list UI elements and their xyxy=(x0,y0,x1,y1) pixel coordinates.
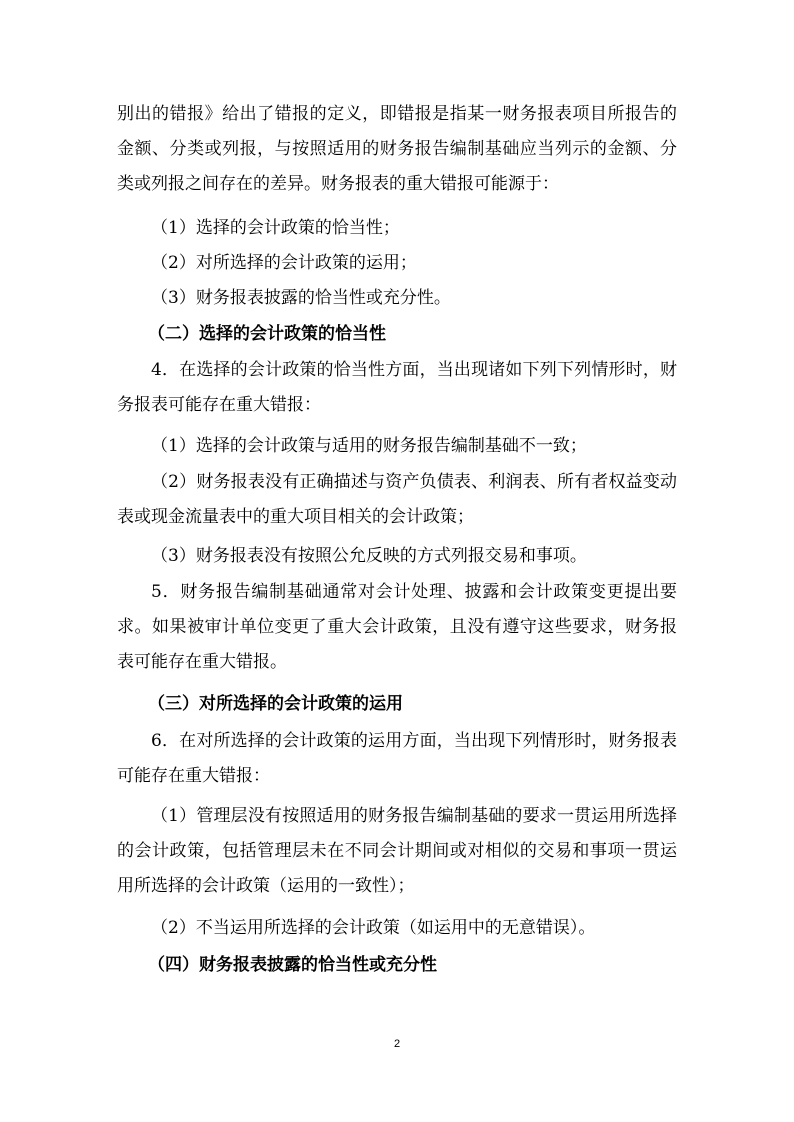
section-heading-3: （三）对所选择的会计政策的运用 xyxy=(148,694,403,714)
list-item-6-2: （2）不当运用所选择的会计政策（如运用中的无意错误）。 xyxy=(151,918,596,938)
paragraph-5: 5．财务报告编制基础通常对会计处理、披露和会计政策变更提出要求。如果被审计单位变更了重大会计政策，且没有遵守这些要求，财务报表可能存在重大错报。 xyxy=(117,582,677,672)
section-heading-2: （二）选择的会计政策的恰当性 xyxy=(148,324,386,344)
paragraph-4: 4．在选择的会计政策的恰当性方面，当出现诸如下列下列情形时，财务报表可能存在重大错报： xyxy=(117,360,677,415)
list-item-4-3: （3）财务报表没有按照公允反映的方式列报交易和事项。 xyxy=(151,546,587,566)
list-item-source-1: （1）选择的会计政策的恰当性； xyxy=(151,218,400,238)
page-number: 2 xyxy=(393,1038,401,1050)
list-item-6-1: （1）管理层没有按照适用的财务报告编制基础的要求一贯运用所选择的会计政策，包括管理层未在不同会计期间或对相似的交易和事项一贯运用所选择的会计政策（运用的一致性）； xyxy=(117,806,677,896)
section-heading-4: （四）财务报表披露的恰当性或充分性 xyxy=(148,955,437,975)
paragraph-misstatement-definition: 别出的错报》给出了错报的定义，即错报是指某一财务报表项目所报告的金额、分类或列报，与按照适用的财务报告编制基础应当列示的金额、分类或列报之间存在的差异。财务报表的重大错报可能源于： xyxy=(117,104,677,194)
paragraph-6: 6．在对所选择的会计政策的运用方面，当出现下列情形时，财务报表可能存在重大错报： xyxy=(117,731,677,786)
list-item-source-2: （2）对所选择的会计政策的运用； xyxy=(151,253,417,273)
list-item-4-1: （1）选择的会计政策与适用的财务报告编制基础不一致； xyxy=(151,436,587,456)
list-item-4-2: （2）财务报表没有正确描述与资产负债表、利润表、所有者权益变动表或现金流量表中的重大项目相关的会计政策； xyxy=(117,472,677,527)
list-item-source-3: （3）财务报表披露的恰当性或充分性。 xyxy=(151,288,451,308)
